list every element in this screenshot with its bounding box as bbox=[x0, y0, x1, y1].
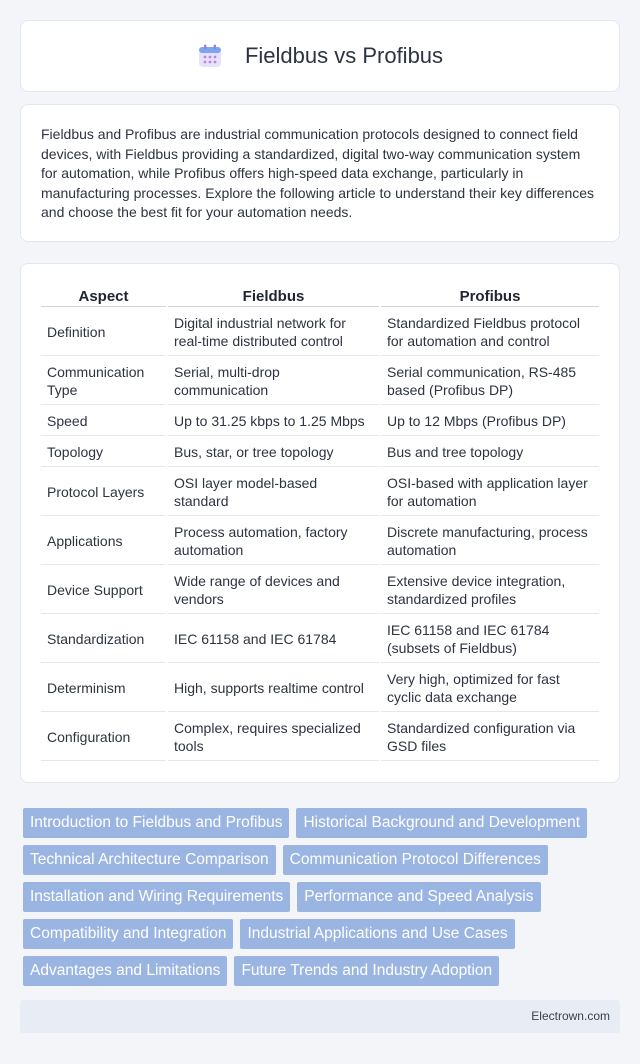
table-row bbox=[41, 665, 599, 712]
table-cell-fieldbus: Complex, requires specialized tools bbox=[168, 714, 379, 761]
table-row bbox=[41, 616, 599, 663]
intro-card bbox=[20, 104, 620, 242]
table-cell-aspect: Topology bbox=[41, 438, 166, 467]
topic-link[interactable]: Industrial Applications and Use Cases bbox=[240, 919, 514, 949]
table-cell-fieldbus: Serial, multi-drop communication bbox=[168, 358, 379, 405]
table-cell-aspect: Determinism bbox=[41, 665, 166, 712]
table-cell-profibus: Standardized configuration via GSD files bbox=[381, 714, 599, 761]
topic-link[interactable]: Advantages and Limitations bbox=[23, 956, 227, 986]
topic-link[interactable]: Performance and Speed Analysis bbox=[297, 882, 540, 912]
table-cell-profibus: Standardized Fieldbus protocol for automation and control bbox=[381, 309, 599, 356]
table-row bbox=[41, 567, 599, 614]
comparison-table bbox=[39, 283, 601, 763]
table-cell-fieldbus: OSI layer model-based standard bbox=[168, 469, 379, 516]
table-cell-profibus: Extensive device integration, standardized profiles bbox=[381, 567, 599, 614]
topic-link[interactable]: Future Trends and Industry Adoption bbox=[234, 956, 499, 986]
column-header-profibus: Profibus bbox=[381, 285, 599, 307]
table-cell-aspect: Device Support bbox=[41, 567, 166, 614]
footer-brand: Electrown.com bbox=[531, 1009, 610, 1023]
table-cell-profibus: Very high, optimized for fast cyclic data exchange bbox=[381, 665, 599, 712]
tag-row bbox=[23, 808, 623, 838]
table-row bbox=[41, 714, 599, 761]
table-cell-profibus: Discrete manufacturing, process automation bbox=[381, 518, 599, 565]
table-row bbox=[41, 309, 599, 356]
related-topics bbox=[23, 808, 623, 993]
table-cell-fieldbus: IEC 61158 and IEC 61784 bbox=[168, 616, 379, 663]
table-header-row bbox=[41, 285, 599, 307]
table-cell-fieldbus: Digital industrial network for real-time distributed control bbox=[168, 309, 379, 356]
tag-row bbox=[23, 845, 623, 875]
table-cell-profibus: IEC 61158 and IEC 61784 (subsets of Fieldbus) bbox=[381, 616, 599, 663]
table-cell-fieldbus: Process automation, factory automation bbox=[168, 518, 379, 565]
table-cell-aspect: Speed bbox=[41, 407, 166, 436]
footer bbox=[20, 1000, 620, 1033]
tag-row bbox=[23, 919, 623, 949]
table-row bbox=[41, 469, 599, 516]
table-cell-aspect: Definition bbox=[41, 309, 166, 356]
page-title: Fieldbus vs Profibus bbox=[244, 43, 444, 68]
table-row bbox=[41, 358, 599, 405]
topic-link[interactable]: Historical Background and Development bbox=[296, 808, 587, 838]
comparison-table-card bbox=[20, 263, 620, 783]
table-cell-fieldbus: Bus, star, or tree topology bbox=[168, 438, 379, 467]
table-cell-profibus: Up to 12 Mbps (Profibus DP) bbox=[381, 407, 599, 436]
intro-paragraph: Fieldbus and Profibus are industrial communication protocols designed to connect field devices, with Fieldbus providing a standardized, digital two-way communication system for automation, while Profibus offers high-speed data exchange, particularly in manufacturing processes. Explore the following article to understand their key differences and choose the best fit for your automation needs. bbox=[41, 126, 595, 221]
topic-link[interactable]: Introduction to Fieldbus and Profibus bbox=[23, 808, 289, 838]
table-cell-profibus: OSI-based with application layer for automation bbox=[381, 469, 599, 516]
table-row bbox=[41, 518, 599, 565]
topic-link[interactable]: Technical Architecture Comparison bbox=[23, 845, 276, 875]
table-cell-profibus: Serial communication, RS-485 based (Profibus DP) bbox=[381, 358, 599, 405]
table-cell-aspect: Configuration bbox=[41, 714, 166, 761]
table-cell-aspect: Communication Type bbox=[41, 358, 166, 405]
table-row bbox=[41, 407, 599, 436]
table-cell-fieldbus: Wide range of devices and vendors bbox=[168, 567, 379, 614]
table-cell-fieldbus: High, supports realtime control bbox=[168, 665, 379, 712]
table-cell-aspect: Applications bbox=[41, 518, 166, 565]
topic-link[interactable]: Communication Protocol Differences bbox=[283, 845, 548, 875]
topic-link[interactable]: Compatibility and Integration bbox=[23, 919, 233, 949]
topic-link[interactable]: Installation and Wiring Requirements bbox=[23, 882, 290, 912]
table-row bbox=[41, 438, 599, 467]
tag-row bbox=[23, 882, 623, 912]
column-header-aspect: Aspect bbox=[41, 285, 166, 307]
table-cell-aspect: Protocol Layers bbox=[41, 469, 166, 516]
header-card bbox=[20, 20, 620, 92]
table-cell-aspect: Standardization bbox=[41, 616, 166, 663]
tag-row bbox=[23, 956, 623, 986]
table-cell-profibus: Bus and tree topology bbox=[381, 438, 599, 467]
column-header-fieldbus: Fieldbus bbox=[168, 285, 379, 307]
calendar-icon bbox=[197, 43, 223, 69]
table-cell-fieldbus: Up to 31.25 kbps to 1.25 Mbps bbox=[168, 407, 379, 436]
